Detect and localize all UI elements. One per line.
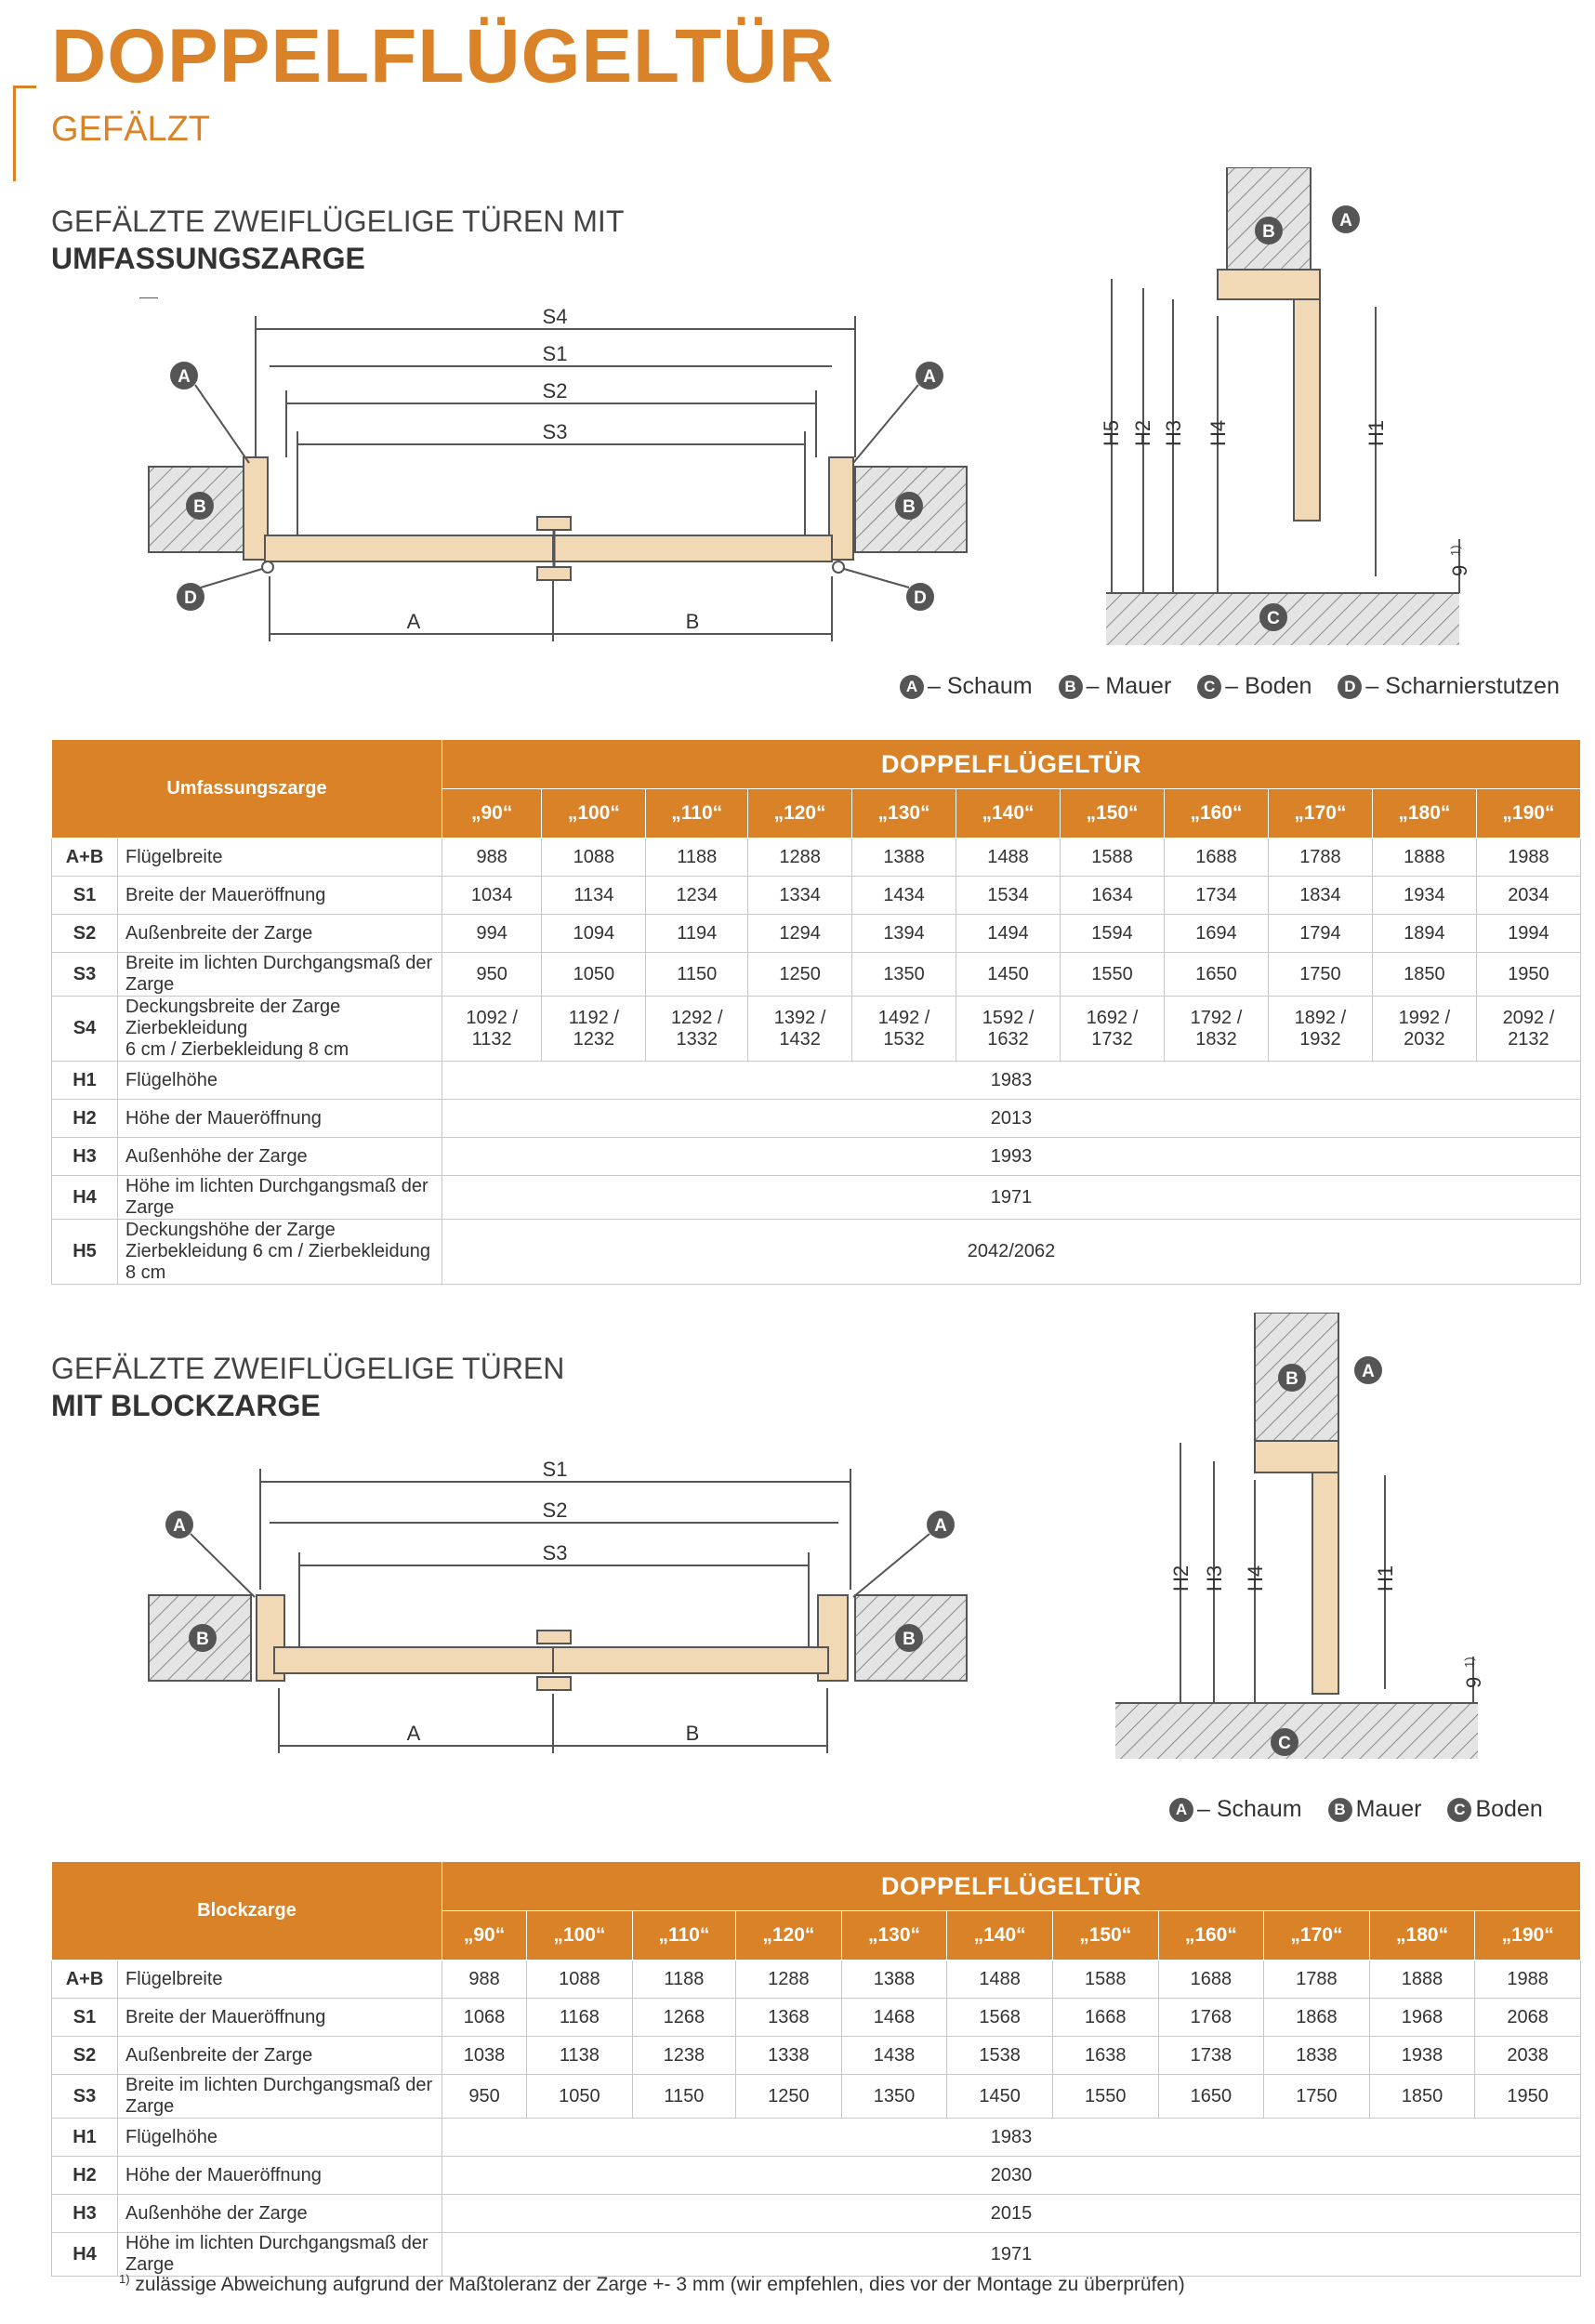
value-cell: 1692 / 1732 — [1061, 997, 1165, 1062]
size-header: „180“ — [1369, 1911, 1475, 1961]
size-header: „110“ — [646, 789, 748, 838]
size-header: „120“ — [748, 789, 852, 838]
value-cell: 1638 — [1052, 2037, 1158, 2075]
svg-text:D: D — [184, 588, 197, 608]
merged-value-cell: 2015 — [442, 2195, 1581, 2233]
row-description: Flügelbreite — [118, 1961, 442, 1999]
value-cell: 1534 — [956, 877, 1061, 915]
value-cell: 2092 / 2132 — [1476, 997, 1580, 1062]
size-header: „150“ — [1052, 1911, 1158, 1961]
row-description: Außenbreite der Zarge — [118, 915, 442, 953]
row-key: S2 — [52, 915, 118, 953]
value-cell: 1888 — [1369, 1961, 1475, 1999]
value-cell: 1194 — [646, 915, 748, 953]
value-cell: 1492 / 1532 — [852, 997, 956, 1062]
value-cell: 1888 — [1372, 838, 1476, 877]
size-header: „130“ — [841, 1911, 947, 1961]
legend-item: D – Scharnierstutzen — [1338, 673, 1559, 700]
legend-item: A – Schaum — [1169, 1796, 1302, 1823]
callout-b-left-2 — [189, 1624, 217, 1652]
dim-s3-label: S3 — [542, 420, 568, 443]
table-row — [52, 1961, 1581, 1999]
row-key: H3 — [52, 2195, 118, 2233]
value-cell: 1868 — [1264, 1999, 1370, 2037]
table-row — [52, 997, 1581, 1062]
table-row — [52, 915, 1581, 953]
svg-text:D: D — [914, 588, 927, 608]
value-cell: 1634 — [1061, 877, 1165, 915]
dim-h3-label: H3 — [1162, 419, 1185, 446]
page-title: DOPPELFLÜGELTÜR — [51, 14, 835, 99]
table-row — [52, 953, 1581, 997]
section2-side-diagram — [1106, 1313, 1487, 1768]
callout-a-left-2 — [165, 1511, 255, 1597]
svg-text:B: B — [903, 497, 916, 517]
legend-key: B — [1328, 1798, 1352, 1822]
frame-head — [1218, 270, 1320, 299]
size-header: „170“ — [1264, 1911, 1370, 1961]
row-key: S1 — [52, 877, 118, 915]
size-header: „140“ — [956, 789, 1061, 838]
value-cell: 1550 — [1052, 2075, 1158, 2119]
value-cell: 1288 — [736, 1961, 842, 1999]
row-description: Höhe der Maueröffnung — [118, 1100, 442, 1138]
value-cell: 1188 — [632, 1961, 735, 1999]
table-row — [52, 2157, 1581, 2195]
value-cell: 1494 — [956, 915, 1061, 953]
value-cell: 1150 — [646, 953, 748, 997]
row-key: H1 — [52, 2119, 118, 2157]
svg-text:A: A — [1339, 211, 1352, 231]
section2-plan-diagram — [139, 1450, 976, 1766]
value-cell: 1792 / 1832 — [1164, 997, 1268, 1062]
footnote — [119, 2272, 1185, 2296]
table-row — [52, 838, 1581, 877]
merged-value-cell: 1971 — [442, 1176, 1581, 1220]
size-header: „160“ — [1164, 789, 1268, 838]
legend-item: C – Boden — [1197, 673, 1312, 700]
page-subtitle: GEFÄLZT — [51, 110, 211, 149]
row-key: S2 — [52, 2037, 118, 2075]
section2-table — [51, 1861, 1581, 2277]
table-row — [52, 2075, 1581, 2119]
value-cell: 1688 — [1158, 1961, 1264, 1999]
dim-h5-label: H5 — [1100, 419, 1123, 446]
hinge-left — [262, 561, 273, 573]
dim-h1-label: H1 — [1364, 419, 1388, 446]
value-cell: 1538 — [947, 2037, 1053, 2075]
size-header: „100“ — [542, 789, 646, 838]
svg-text:B: B — [903, 1630, 916, 1649]
table-group-header: DOPPELFLÜGELTÜR — [442, 740, 1581, 789]
value-cell: 1650 — [1158, 2075, 1264, 2119]
legend-key: A — [1169, 1798, 1193, 1822]
value-cell: 950 — [442, 953, 542, 997]
value-cell: 1434 — [852, 877, 956, 915]
merged-value-cell: 1993 — [442, 1138, 1581, 1176]
value-cell: 1594 — [1061, 915, 1165, 953]
value-cell: 1350 — [841, 2075, 947, 2119]
section1-table — [51, 739, 1581, 1285]
callout-a-left — [170, 362, 249, 463]
value-cell: 1394 — [852, 915, 956, 953]
dim-h2-label: H2 — [1131, 419, 1154, 446]
value-cell: 1234 — [646, 877, 748, 915]
svg-text:B: B — [1285, 1369, 1298, 1389]
callout-a-right-2 — [853, 1511, 955, 1597]
side-callout-b — [1255, 217, 1283, 244]
value-cell: 1392 / 1432 — [748, 997, 852, 1062]
table-row — [52, 2119, 1581, 2157]
side-callout-a — [1332, 205, 1360, 233]
value-cell: 1650 — [1164, 953, 1268, 997]
size-header: „90“ — [442, 789, 542, 838]
row-description: Höhe im lichten Durchgangsmaß der Zarge — [118, 1176, 442, 1220]
value-cell: 1694 — [1164, 915, 1268, 953]
value-cell: 1092 / 1132 — [442, 997, 542, 1062]
hinge-right — [833, 561, 844, 573]
value-cell: 1838 — [1264, 2037, 1370, 2075]
value-cell: 1188 — [646, 838, 748, 877]
value-cell: 1950 — [1475, 2075, 1581, 2119]
table-row — [52, 877, 1581, 915]
size-header: „150“ — [1061, 789, 1165, 838]
row-key: S1 — [52, 1999, 118, 2037]
value-cell: 1450 — [947, 2075, 1053, 2119]
value-cell: 1568 — [947, 1999, 1053, 2037]
value-cell: 1588 — [1052, 1961, 1158, 1999]
value-cell: 1788 — [1264, 1961, 1370, 1999]
row-description: Außenbreite der Zarge — [118, 2037, 442, 2075]
dim-s3-label-2: S3 — [542, 1541, 568, 1565]
table-row — [52, 1220, 1581, 1285]
row-key: H2 — [52, 2157, 118, 2195]
value-cell: 1794 — [1268, 915, 1372, 953]
row-description: Breite der Maueröffnung — [118, 877, 442, 915]
value-cell: 2068 — [1475, 1999, 1581, 2037]
dim-s1-label-2: S1 — [542, 1458, 568, 1481]
dim-s2-label: S2 — [542, 379, 568, 403]
value-cell: 1294 — [748, 915, 852, 953]
row-description: Höhe der Maueröffnung — [118, 2157, 442, 2195]
value-cell: 988 — [442, 838, 542, 877]
table-row — [52, 1138, 1581, 1176]
value-cell: 1350 — [852, 953, 956, 997]
dim-h4-label-2: H4 — [1244, 1565, 1267, 1591]
dim-h1-label-2: H1 — [1374, 1565, 1397, 1591]
dim-b-label-2: B — [685, 1722, 700, 1745]
footnote-text: zulässige Abweichung aufgrund der Maßtoleranz der Zarge +- 3 mm (wir empfehlen, dies vor der Montage zu überprüfen) — [135, 2274, 1185, 2295]
row-key: H4 — [52, 2233, 118, 2277]
value-cell: 1088 — [542, 838, 646, 877]
row-key: H2 — [52, 1100, 118, 1138]
value-cell: 1488 — [956, 838, 1061, 877]
value-cell: 1488 — [947, 1961, 1053, 1999]
value-cell: 1750 — [1264, 2075, 1370, 2119]
side-callout-b-2 — [1278, 1364, 1306, 1392]
value-cell: 1388 — [841, 1961, 947, 1999]
row-description: Flügelbreite — [118, 838, 442, 877]
svg-text:A: A — [173, 1516, 186, 1536]
dim-h4-label: H4 — [1206, 419, 1230, 446]
row-key: H5 — [52, 1220, 118, 1285]
merged-value-cell: 1983 — [442, 1062, 1581, 1100]
value-cell: 1768 — [1158, 1999, 1264, 2037]
value-cell: 1288 — [748, 838, 852, 877]
handle-top — [537, 517, 571, 530]
row-description: Flügelhöhe — [118, 2119, 442, 2157]
value-cell: 1892 / 1932 — [1268, 997, 1372, 1062]
value-cell: 1168 — [527, 1999, 633, 2037]
row-key: S3 — [52, 953, 118, 997]
table-row — [52, 2195, 1581, 2233]
value-cell: 1850 — [1369, 2075, 1475, 2119]
side-callout-a-2 — [1354, 1356, 1382, 1384]
row-key: S3 — [52, 2075, 118, 2119]
value-cell: 1250 — [748, 953, 852, 997]
value-cell: 1938 — [1369, 2037, 1475, 2075]
table-group-header: DOPPELFLÜGELTÜR — [442, 1862, 1581, 1911]
value-cell: 1088 — [527, 1961, 633, 1999]
merged-value-cell: 2013 — [442, 1100, 1581, 1138]
row-description: Flügelhöhe — [118, 1062, 442, 1100]
value-cell: 1338 — [736, 2037, 842, 2075]
side-callout-c-2 — [1271, 1728, 1298, 1756]
callout-a-right — [853, 362, 943, 463]
value-cell: 1050 — [527, 2075, 633, 2119]
legend-item: B Mauer — [1328, 1796, 1422, 1823]
side-callout-c — [1259, 603, 1287, 631]
value-cell: 1150 — [632, 2075, 735, 2119]
dim-a-label: A — [406, 610, 421, 633]
section2-legend — [1143, 1796, 1543, 1823]
svg-text:A: A — [923, 367, 936, 387]
handle-bottom — [537, 567, 571, 580]
row-description: Deckungshöhe der Zarge Zierbekleidung 6 cm / Zierbekleidung 8 cm — [118, 1220, 442, 1285]
table-corner: Umfassungszarge — [52, 740, 442, 838]
value-cell: 2034 — [1476, 877, 1580, 915]
table-row — [52, 1999, 1581, 2037]
legend-item: C Boden — [1447, 1796, 1542, 1823]
door-leaf-right — [553, 535, 832, 561]
size-header: „190“ — [1475, 1911, 1581, 1961]
dim-s2-label-2: S2 — [542, 1499, 568, 1522]
value-cell: 1038 — [442, 2037, 527, 2075]
section2-title-line1: GEFÄLZTE ZWEIFLÜGELIGE TÜREN — [51, 1352, 565, 1385]
value-cell: 1592 / 1632 — [956, 997, 1061, 1062]
header-bracket — [13, 86, 36, 181]
value-cell: 1468 — [841, 1999, 947, 2037]
value-cell: 1334 — [748, 877, 852, 915]
dim-s1-label: S1 — [542, 342, 568, 365]
value-cell: 950 — [442, 2075, 527, 2119]
legend-key: A — [900, 675, 924, 699]
value-cell: 1738 — [1158, 2037, 1264, 2075]
value-cell: 1588 — [1061, 838, 1165, 877]
size-header: „100“ — [527, 1911, 633, 1961]
table-row — [52, 1100, 1581, 1138]
dim-9-footnote-2: 1) — [1462, 1657, 1476, 1668]
value-cell: 1192 / 1232 — [542, 997, 646, 1062]
row-description: Außenhöhe der Zarge — [118, 1138, 442, 1176]
table-row — [52, 2037, 1581, 2075]
dim-9-footnote: 1) — [1448, 545, 1462, 556]
row-key: H1 — [52, 1062, 118, 1100]
value-cell: 1550 — [1061, 953, 1165, 997]
section1-title-line1: GEFÄLZTE ZWEIFLÜGELIGE TÜREN MIT — [51, 205, 625, 238]
value-cell: 1068 — [442, 1999, 527, 2037]
value-cell: 1238 — [632, 2037, 735, 2075]
svg-text:C: C — [1267, 609, 1280, 628]
svg-text:A: A — [1362, 1362, 1375, 1381]
row-description: Breite der Maueröffnung — [118, 1999, 442, 2037]
door-leaf-left-2 — [274, 1647, 553, 1673]
value-cell: 1750 — [1268, 953, 1372, 997]
legend-key: D — [1338, 675, 1362, 699]
callout-b-right-2 — [895, 1624, 923, 1652]
merged-value-cell: 2030 — [442, 2157, 1581, 2195]
value-cell: 1438 — [841, 2037, 947, 2075]
callout-d-right — [844, 569, 934, 611]
legend-item: A – Schaum — [900, 673, 1033, 700]
size-header: „190“ — [1476, 789, 1580, 838]
door-leaf-right-2 — [553, 1647, 828, 1673]
row-key: S4 — [52, 997, 118, 1062]
value-cell: 1934 — [1372, 877, 1476, 915]
table-row — [52, 2233, 1581, 2277]
merged-value-cell: 1971 — [442, 2233, 1581, 2277]
value-cell: 1668 — [1052, 1999, 1158, 2037]
section1-side-diagram — [1088, 167, 1487, 651]
callout-b-left — [186, 492, 214, 520]
row-description: Breite im lichten Durchgangsmaß der Zarge — [118, 2075, 442, 2119]
size-header: „110“ — [632, 1911, 735, 1961]
section1-plan-diagram — [139, 297, 976, 651]
value-cell: 1988 — [1476, 838, 1580, 877]
size-header: „140“ — [947, 1911, 1053, 1961]
legend-key: C — [1447, 1798, 1471, 1822]
value-cell: 1688 — [1164, 838, 1268, 877]
value-cell: 1368 — [736, 1999, 842, 2037]
value-cell: 1988 — [1475, 1961, 1581, 1999]
section2-title — [51, 1350, 564, 1424]
row-key: A+B — [52, 1961, 118, 1999]
dim-9-label-2: 9 — [1462, 1676, 1485, 1688]
merged-value-cell: 1983 — [442, 2119, 1581, 2157]
value-cell: 1994 — [1476, 915, 1580, 953]
svg-text:B: B — [193, 497, 206, 517]
callout-b-right — [895, 492, 923, 520]
value-cell: 1134 — [542, 877, 646, 915]
dim-a-label-2: A — [406, 1722, 421, 1745]
dim-s4-label: S4 — [542, 305, 568, 328]
value-cell: 1388 — [852, 838, 956, 877]
svg-text:C: C — [1278, 1734, 1291, 1753]
value-cell: 1292 / 1332 — [646, 997, 748, 1062]
svg-text:A: A — [178, 367, 191, 387]
row-description: Breite im lichten Durchgangsmaß der Zarge — [118, 953, 442, 997]
value-cell: 2038 — [1475, 2037, 1581, 2075]
row-key: A+B — [52, 838, 118, 877]
section1-title — [51, 203, 624, 277]
value-cell: 1894 — [1372, 915, 1476, 953]
row-key: H3 — [52, 1138, 118, 1176]
dim-h3-label-2: H3 — [1203, 1565, 1226, 1591]
row-description: Deckungsbreite der Zarge Zierbekleidung 6 cm / Zierbekleidung 8 cm — [118, 997, 442, 1062]
value-cell: 988 — [442, 1961, 527, 1999]
value-cell: 1950 — [1476, 953, 1580, 997]
size-header: „120“ — [736, 1911, 842, 1961]
value-cell: 1138 — [527, 2037, 633, 2075]
row-key: H4 — [52, 1176, 118, 1220]
size-header: „90“ — [442, 1911, 527, 1961]
value-cell: 1268 — [632, 1999, 735, 2037]
size-header: „160“ — [1158, 1911, 1264, 1961]
table-corner: Blockzarge — [52, 1862, 442, 1961]
section2-title-line2: MIT BLOCKZARGE — [51, 1389, 321, 1422]
legend-item: B – Mauer — [1059, 673, 1172, 700]
door-leaf-left — [265, 535, 553, 561]
row-description: Außenhöhe der Zarge — [118, 2195, 442, 2233]
value-cell: 1094 — [542, 915, 646, 953]
size-header: „130“ — [852, 789, 956, 838]
door-leaf-side — [1294, 299, 1320, 521]
section1-legend — [874, 673, 1560, 700]
value-cell: 1992 / 2032 — [1372, 997, 1476, 1062]
value-cell: 1834 — [1268, 877, 1372, 915]
dim-b-label: B — [685, 610, 700, 633]
row-description: Höhe im lichten Durchgangsmaß der Zarge — [118, 2233, 442, 2277]
dim-h2-label-2: H2 — [1169, 1565, 1193, 1591]
footnote-mark: 1) — [119, 2272, 130, 2286]
value-cell: 1850 — [1372, 953, 1476, 997]
svg-text:B: B — [196, 1630, 209, 1649]
value-cell: 1734 — [1164, 877, 1268, 915]
legend-key: C — [1197, 675, 1221, 699]
value-cell: 1250 — [736, 2075, 842, 2119]
svg-text:B: B — [1262, 222, 1275, 242]
table-row — [52, 1062, 1581, 1100]
legend-key: B — [1059, 675, 1083, 699]
size-header: „180“ — [1372, 789, 1476, 838]
value-cell: 1034 — [442, 877, 542, 915]
merged-value-cell: 2042/2062 — [442, 1220, 1581, 1285]
callout-d-left — [177, 569, 262, 611]
svg-text:A: A — [934, 1516, 947, 1536]
value-cell: 1968 — [1369, 1999, 1475, 2037]
value-cell: 1450 — [956, 953, 1061, 997]
size-header: „170“ — [1268, 789, 1372, 838]
table-row — [52, 1176, 1581, 1220]
value-cell: 994 — [442, 915, 542, 953]
value-cell: 1788 — [1268, 838, 1372, 877]
value-cell: 1050 — [542, 953, 646, 997]
section1-title-line2: UMFASSUNGSZARGE — [51, 242, 365, 275]
dim-9-label: 9 — [1448, 564, 1471, 576]
